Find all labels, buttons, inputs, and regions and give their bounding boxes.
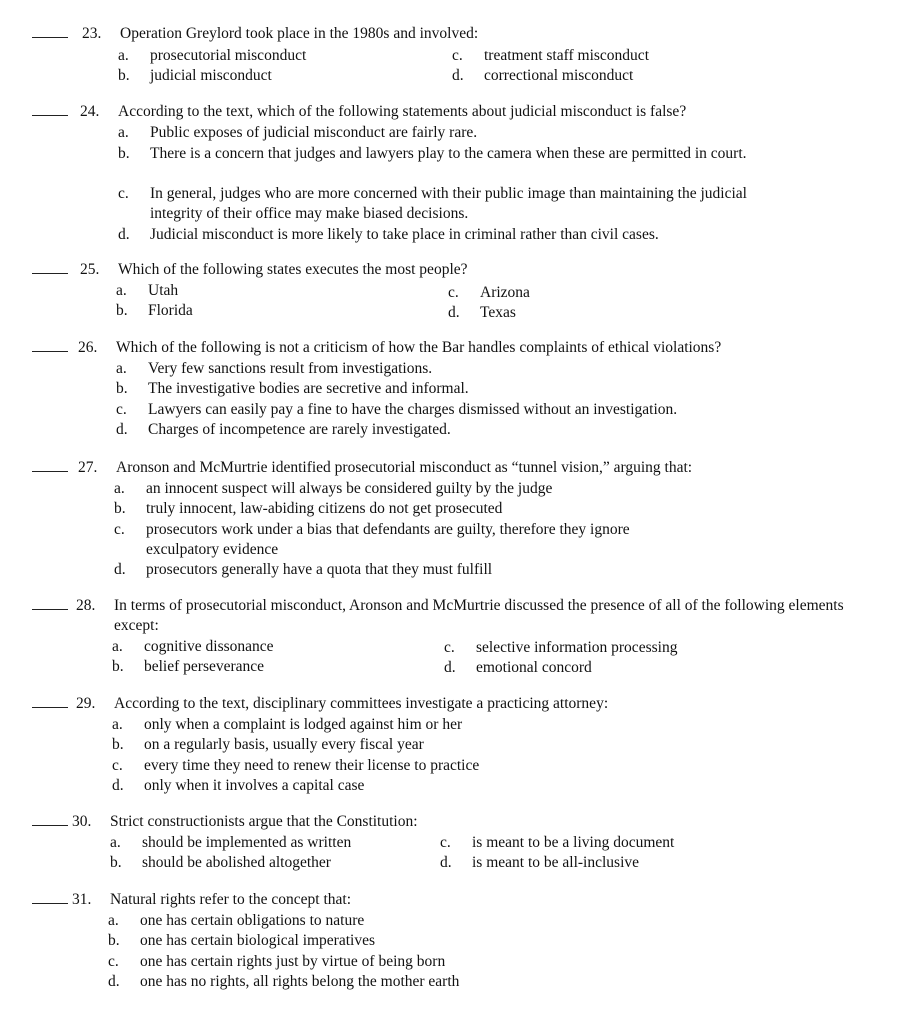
question-text: Strict constructionists argue that the Constitution: xyxy=(110,813,418,830)
answer-blank[interactable] xyxy=(32,351,68,352)
option-c[interactable]: c. Lawyers can easily pay a fine to have the charges dismissed without an investigation. xyxy=(116,401,678,418)
question-number: 23. xyxy=(82,25,102,42)
option-d[interactable]: d. Judicial misconduct is more likely to take place in criminal rather than civil cases. xyxy=(118,226,659,243)
option-c[interactable]: c. every time they need to renew their license to practice xyxy=(112,757,480,774)
answer-blank[interactable] xyxy=(32,707,68,708)
option-a[interactable]: a. should be implemented as written xyxy=(110,834,352,851)
option-c[interactable]: c. one has certain rights just by virtue of being born xyxy=(108,953,446,970)
option-b[interactable]: b. belief perseverance xyxy=(112,658,265,675)
option-b[interactable]: b. Florida xyxy=(116,302,193,319)
answer-blank[interactable] xyxy=(32,903,68,904)
answer-blank[interactable] xyxy=(32,115,68,116)
question-number: 27. xyxy=(78,459,98,476)
question-text: Which of the following is not a criticism of how the Bar handles complaints of ethical violations? xyxy=(116,339,722,356)
option-a[interactable]: a. Public exposes of judicial misconduct are fairly rare. xyxy=(118,124,478,141)
option-d[interactable]: d. Charges of incompetence are rarely investigated. xyxy=(116,421,451,438)
answer-blank[interactable] xyxy=(32,609,68,610)
question-text: Operation Greylord took place in the 1980s and involved: xyxy=(120,25,479,42)
option-c[interactable]: c. Arizona xyxy=(448,284,530,301)
option-b[interactable]: b. one has certain biological imperatives xyxy=(108,932,375,949)
answer-blank[interactable] xyxy=(32,825,68,826)
option-c[interactable]: c. treatment staff misconduct xyxy=(452,47,649,64)
option-b[interactable]: b. There is a concern that judges and lawyers play to the camera when these are permitted in court. xyxy=(118,145,747,162)
option-a[interactable]: a. only when a complaint is lodged against him or her xyxy=(112,716,463,733)
option-b[interactable]: b. The investigative bodies are secretive and informal. xyxy=(116,380,469,397)
question-number: 24. xyxy=(80,103,100,120)
option-d[interactable]: d. Texas xyxy=(448,304,516,321)
question-text: Natural rights refer to the concept that: xyxy=(110,891,352,908)
option-d[interactable]: d. correctional misconduct xyxy=(452,67,634,84)
option-c[interactable]: c. selective information processing xyxy=(444,639,678,656)
option-d[interactable]: d. emotional concord xyxy=(444,659,592,676)
answer-blank[interactable] xyxy=(32,37,68,38)
question-number: 25. xyxy=(80,261,100,278)
question-text: In terms of prosecutorial misconduct, Aronson and McMurtrie discussed the presence of all of the following elements except: xyxy=(114,597,844,634)
option-b[interactable]: b. should be abolished altogether xyxy=(110,854,331,871)
question-text: According to the text, which of the following statements about judicial misconduct is false? xyxy=(118,103,687,120)
option-a[interactable]: a. cognitive dissonance xyxy=(112,638,274,655)
question-text: Aronson and McMurtrie identified prosecutorial misconduct as “tunnel vision,” arguing that: xyxy=(116,459,693,476)
question-number: 31. xyxy=(72,891,92,908)
question-number: 29. xyxy=(76,695,96,712)
question-number: 26. xyxy=(78,339,98,356)
answer-blank[interactable] xyxy=(32,471,68,472)
option-d[interactable]: d. is meant to be all-inclusive xyxy=(440,854,640,871)
question-text: Which of the following states executes the most people? xyxy=(118,261,468,278)
option-d[interactable]: d. one has no rights, all rights belong the mother earth xyxy=(108,973,460,990)
option-a[interactable]: a. an innocent suspect will always be considered guilty by the judge xyxy=(114,480,553,497)
option-b[interactable]: b. judicial misconduct xyxy=(118,67,272,84)
option-a[interactable]: a. prosecutorial misconduct xyxy=(118,47,307,64)
option-a[interactable]: a. one has certain obligations to nature xyxy=(108,912,365,929)
option-d[interactable]: d. only when it involves a capital case xyxy=(112,777,365,794)
answer-blank[interactable] xyxy=(32,273,68,274)
option-b[interactable]: b. truly innocent, law-abiding citizens do not get prosecuted xyxy=(114,500,503,517)
question-text: According to the text, disciplinary committees investigate a practicing attorney: xyxy=(114,695,609,712)
option-c[interactable]: c. is meant to be a living document xyxy=(440,834,675,851)
question-number: 30. xyxy=(72,813,92,830)
option-a[interactable]: a. Very few sanctions result from investigations. xyxy=(116,360,433,377)
option-d[interactable]: d. prosecutors generally have a quota that they must fulfill xyxy=(114,561,493,578)
question-number: 28. xyxy=(76,597,96,614)
option-b[interactable]: b. on a regularly basis, usually every fiscal year xyxy=(112,736,424,753)
option-c[interactable]: c. In general, judges who are more concerned with their public image than maintaining the judicial integrity of their office may make biased decisions. xyxy=(118,185,747,222)
option-c[interactable]: c. prosecutors work under a bias that defendants are guilty, therefore they ignore exculpatory evidence xyxy=(114,521,630,558)
option-a[interactable]: a. Utah xyxy=(116,282,179,299)
